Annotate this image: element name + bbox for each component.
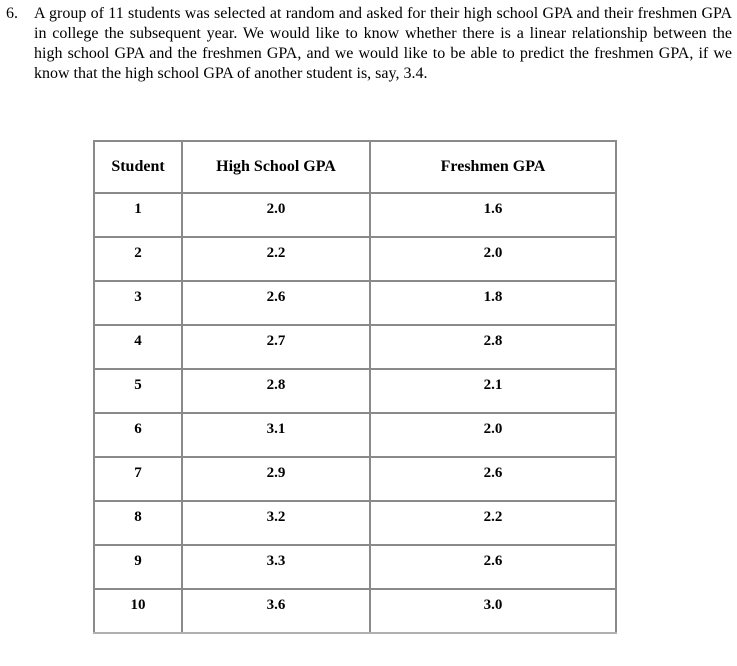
header-high-school-gpa: High School GPA [182, 141, 370, 193]
table-row [94, 369, 616, 413]
table-row [94, 413, 616, 457]
table-row [94, 457, 616, 501]
table-row [94, 545, 616, 589]
header-freshmen-gpa: Freshmen GPA [370, 141, 616, 193]
freshmen-gpa-cell: 2.8 [370, 325, 616, 369]
high-school-gpa-cell: 3.1 [182, 413, 370, 457]
student-cell: 5 [94, 369, 182, 413]
high-school-gpa-cell: 2.2 [182, 237, 370, 281]
table-row [94, 237, 616, 281]
student-cell: 9 [94, 545, 182, 589]
freshmen-gpa-cell: 2.0 [370, 413, 616, 457]
table-row [94, 325, 616, 369]
problem-number: 6. [6, 5, 18, 22]
table-row [94, 589, 616, 633]
freshmen-gpa-cell: 3.0 [370, 589, 616, 633]
freshmen-gpa-cell: 1.6 [370, 193, 616, 237]
problem-statement [6, 4, 732, 84]
freshmen-gpa-cell: 2.1 [370, 369, 616, 413]
problem-text: A group of 11 students was selected at random and asked for their high school GPA and their freshmen GPA in college the subsequent year. We would like to know whether there is a linear relationship between the high school GPA and the freshmen GPA, and we would like to be able to predict the freshmen GPA, if we know that the high school GPA of another student is, say, 3.4. [34, 5, 732, 82]
freshmen-gpa-cell: 2.6 [370, 457, 616, 501]
freshmen-gpa-cell: 1.8 [370, 281, 616, 325]
gpa-table [93, 140, 617, 634]
high-school-gpa-cell: 2.8 [182, 369, 370, 413]
student-cell: 2 [94, 237, 182, 281]
student-cell: 3 [94, 281, 182, 325]
high-school-gpa-cell: 3.3 [182, 545, 370, 589]
high-school-gpa-cell: 3.6 [182, 589, 370, 633]
student-cell: 7 [94, 457, 182, 501]
freshmen-gpa-cell: 2.6 [370, 545, 616, 589]
table-row [94, 501, 616, 545]
high-school-gpa-cell: 2.9 [182, 457, 370, 501]
student-cell: 6 [94, 413, 182, 457]
header-student: Student [94, 141, 182, 193]
high-school-gpa-cell: 2.0 [182, 193, 370, 237]
table-row [94, 281, 616, 325]
high-school-gpa-cell: 2.6 [182, 281, 370, 325]
table-header-row [94, 141, 616, 193]
table-row [94, 193, 616, 237]
student-cell: 10 [94, 589, 182, 633]
freshmen-gpa-cell: 2.0 [370, 237, 616, 281]
high-school-gpa-cell: 3.2 [182, 501, 370, 545]
student-cell: 8 [94, 501, 182, 545]
student-cell: 1 [94, 193, 182, 237]
high-school-gpa-cell: 2.7 [182, 325, 370, 369]
student-cell: 4 [94, 325, 182, 369]
freshmen-gpa-cell: 2.2 [370, 501, 616, 545]
